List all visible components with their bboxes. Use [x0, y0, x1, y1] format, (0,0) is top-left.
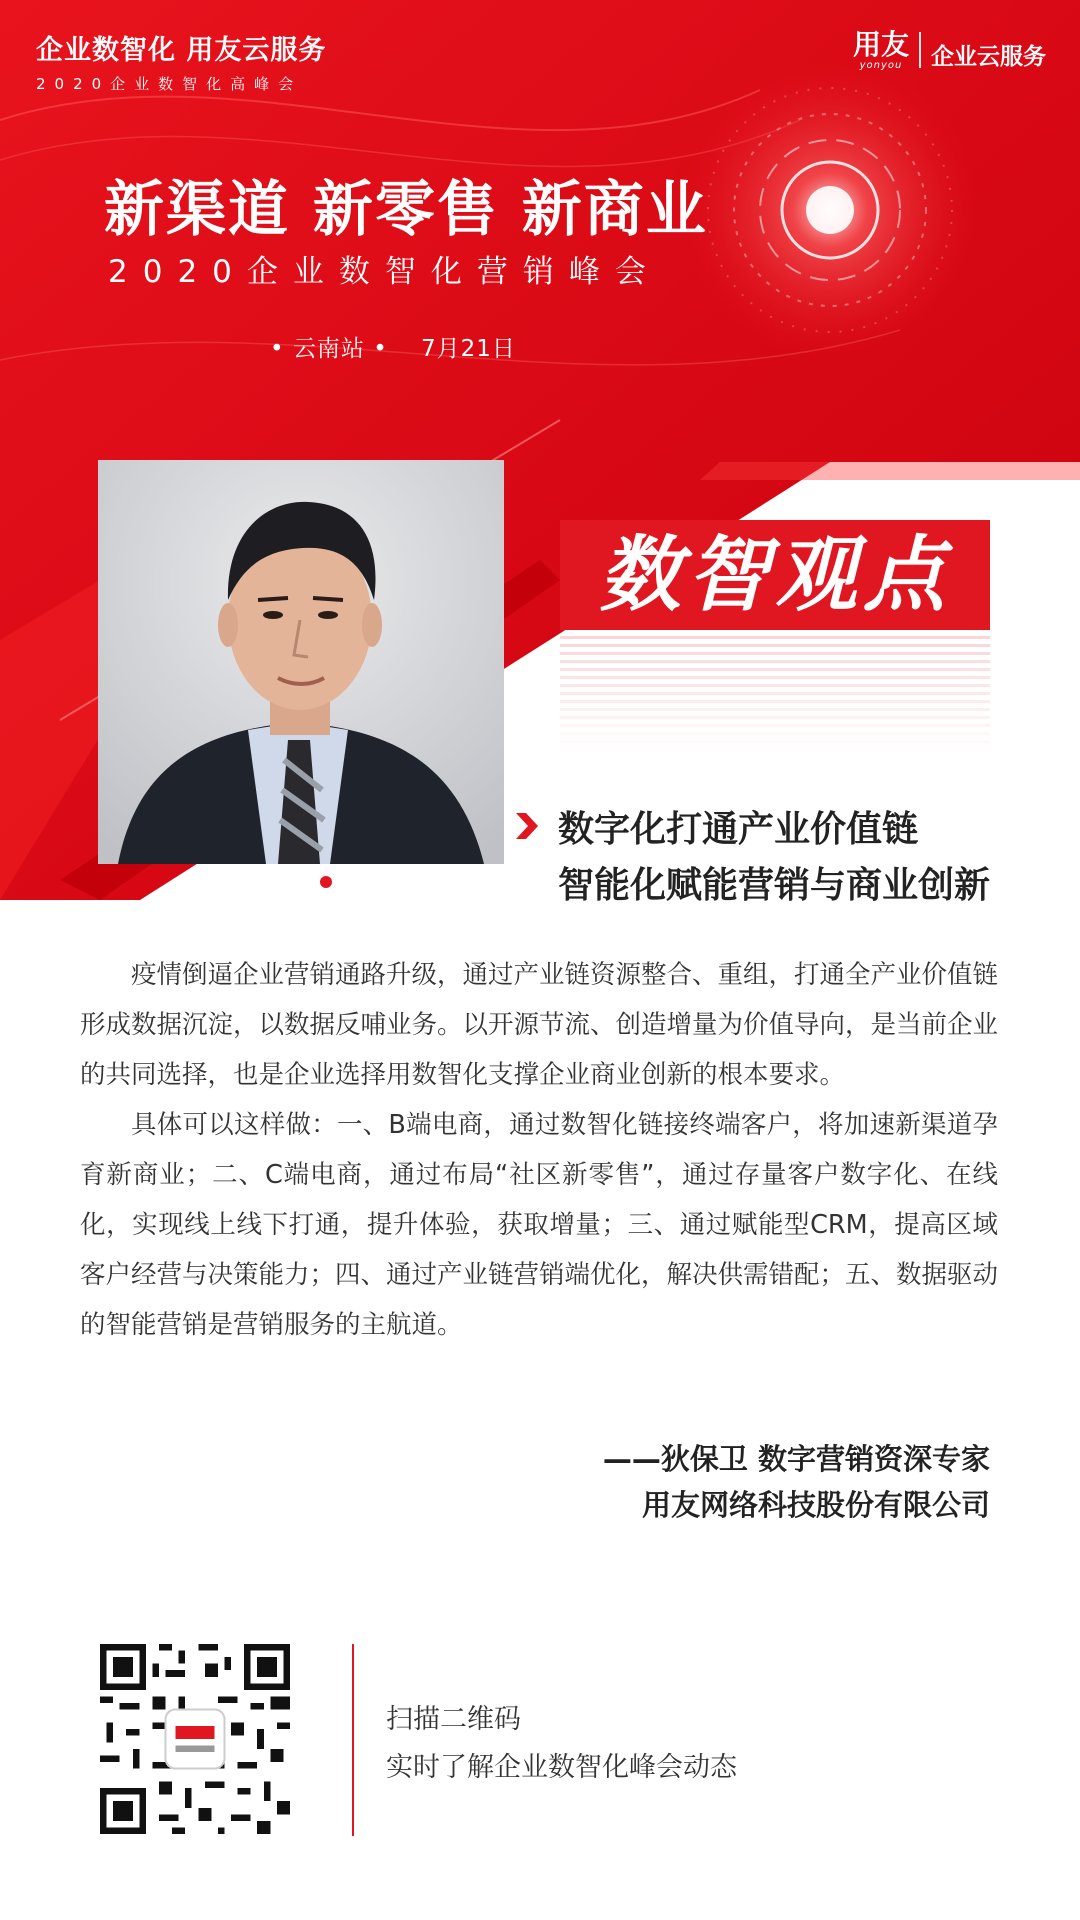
- signature: [603, 1436, 990, 1528]
- brand-subtitle: 2020企业数智化高峰会: [36, 75, 303, 93]
- qr-code[interactable]: [100, 1644, 290, 1834]
- qr-caption: [386, 1696, 737, 1792]
- headline-row-1: [516, 798, 990, 854]
- logo-cn: 用友: [852, 28, 909, 61]
- headline: [516, 798, 990, 910]
- brand-title: 企业数智化 用友云服务: [36, 35, 327, 66]
- logo-divider: [919, 32, 921, 68]
- qr-caption-line-2: 实时了解企业数智化峰会动态: [386, 1752, 737, 1783]
- article-body: [80, 950, 998, 1350]
- hero-title: 新渠道 新零售 新商业: [104, 175, 708, 245]
- keyword-reflection: [560, 636, 990, 756]
- hero-subtitle: 2020企业数智化营销峰会: [108, 254, 661, 290]
- logo-en: yonyou: [859, 60, 903, 71]
- paragraph-2: 具体可以这样做：一、B端电商，通过数智化链接终端客户，将加速新渠道孕育新商业；二、C端电商，通过布局“社区新零售”，通过存量客户数字化、在线化，实现线上线下打通，提升体验，获取增量；三、通过赋能型CRM，提高区域客户经营与决策能力；四、通过产业链营销端优化，解决供需错配；五、数据驱动的智能营销是营销服务的主航道。: [80, 1110, 999, 1340]
- headline-line-2: 智能化赋能营销与商业创新: [558, 864, 991, 906]
- yonyou-logo: [853, 30, 1046, 72]
- keyword-banner: [560, 520, 990, 756]
- keyword-title: 数智观点: [560, 520, 990, 630]
- speaker-portrait: [98, 460, 504, 864]
- event-brand: [36, 28, 326, 94]
- headline-row-2: [516, 854, 990, 910]
- headline-spacer: [516, 869, 538, 895]
- event-station-date: • 云南站 • 7月21日: [270, 336, 516, 362]
- logo-service: 企业云服务: [931, 44, 1046, 70]
- qr-caption-line-1: 扫描二维码: [386, 1704, 521, 1735]
- signature-company: 用友网络科技股份有限公司: [641, 1488, 990, 1522]
- logo-mark: [853, 30, 909, 72]
- speaker-photo: [98, 460, 504, 864]
- chevron-right-icon: [516, 813, 538, 839]
- signature-name-title: ——狄保卫 数字营销资深专家: [602, 1442, 990, 1476]
- footer-divider: [352, 1644, 354, 1836]
- paragraph-1: 疫情倒逼企业营销通路升级，通过产业链资源整合、重组，打通全产业价值链形成数据沉淀，以数据反哺业务。以开源节流、创造增量为价值导向，是当前企业的共同选择，也是企业选择用数智化支撑企业商业创新的根本要求。: [80, 960, 999, 1090]
- headline-line-1: 数字化打通产业价值链: [558, 808, 919, 850]
